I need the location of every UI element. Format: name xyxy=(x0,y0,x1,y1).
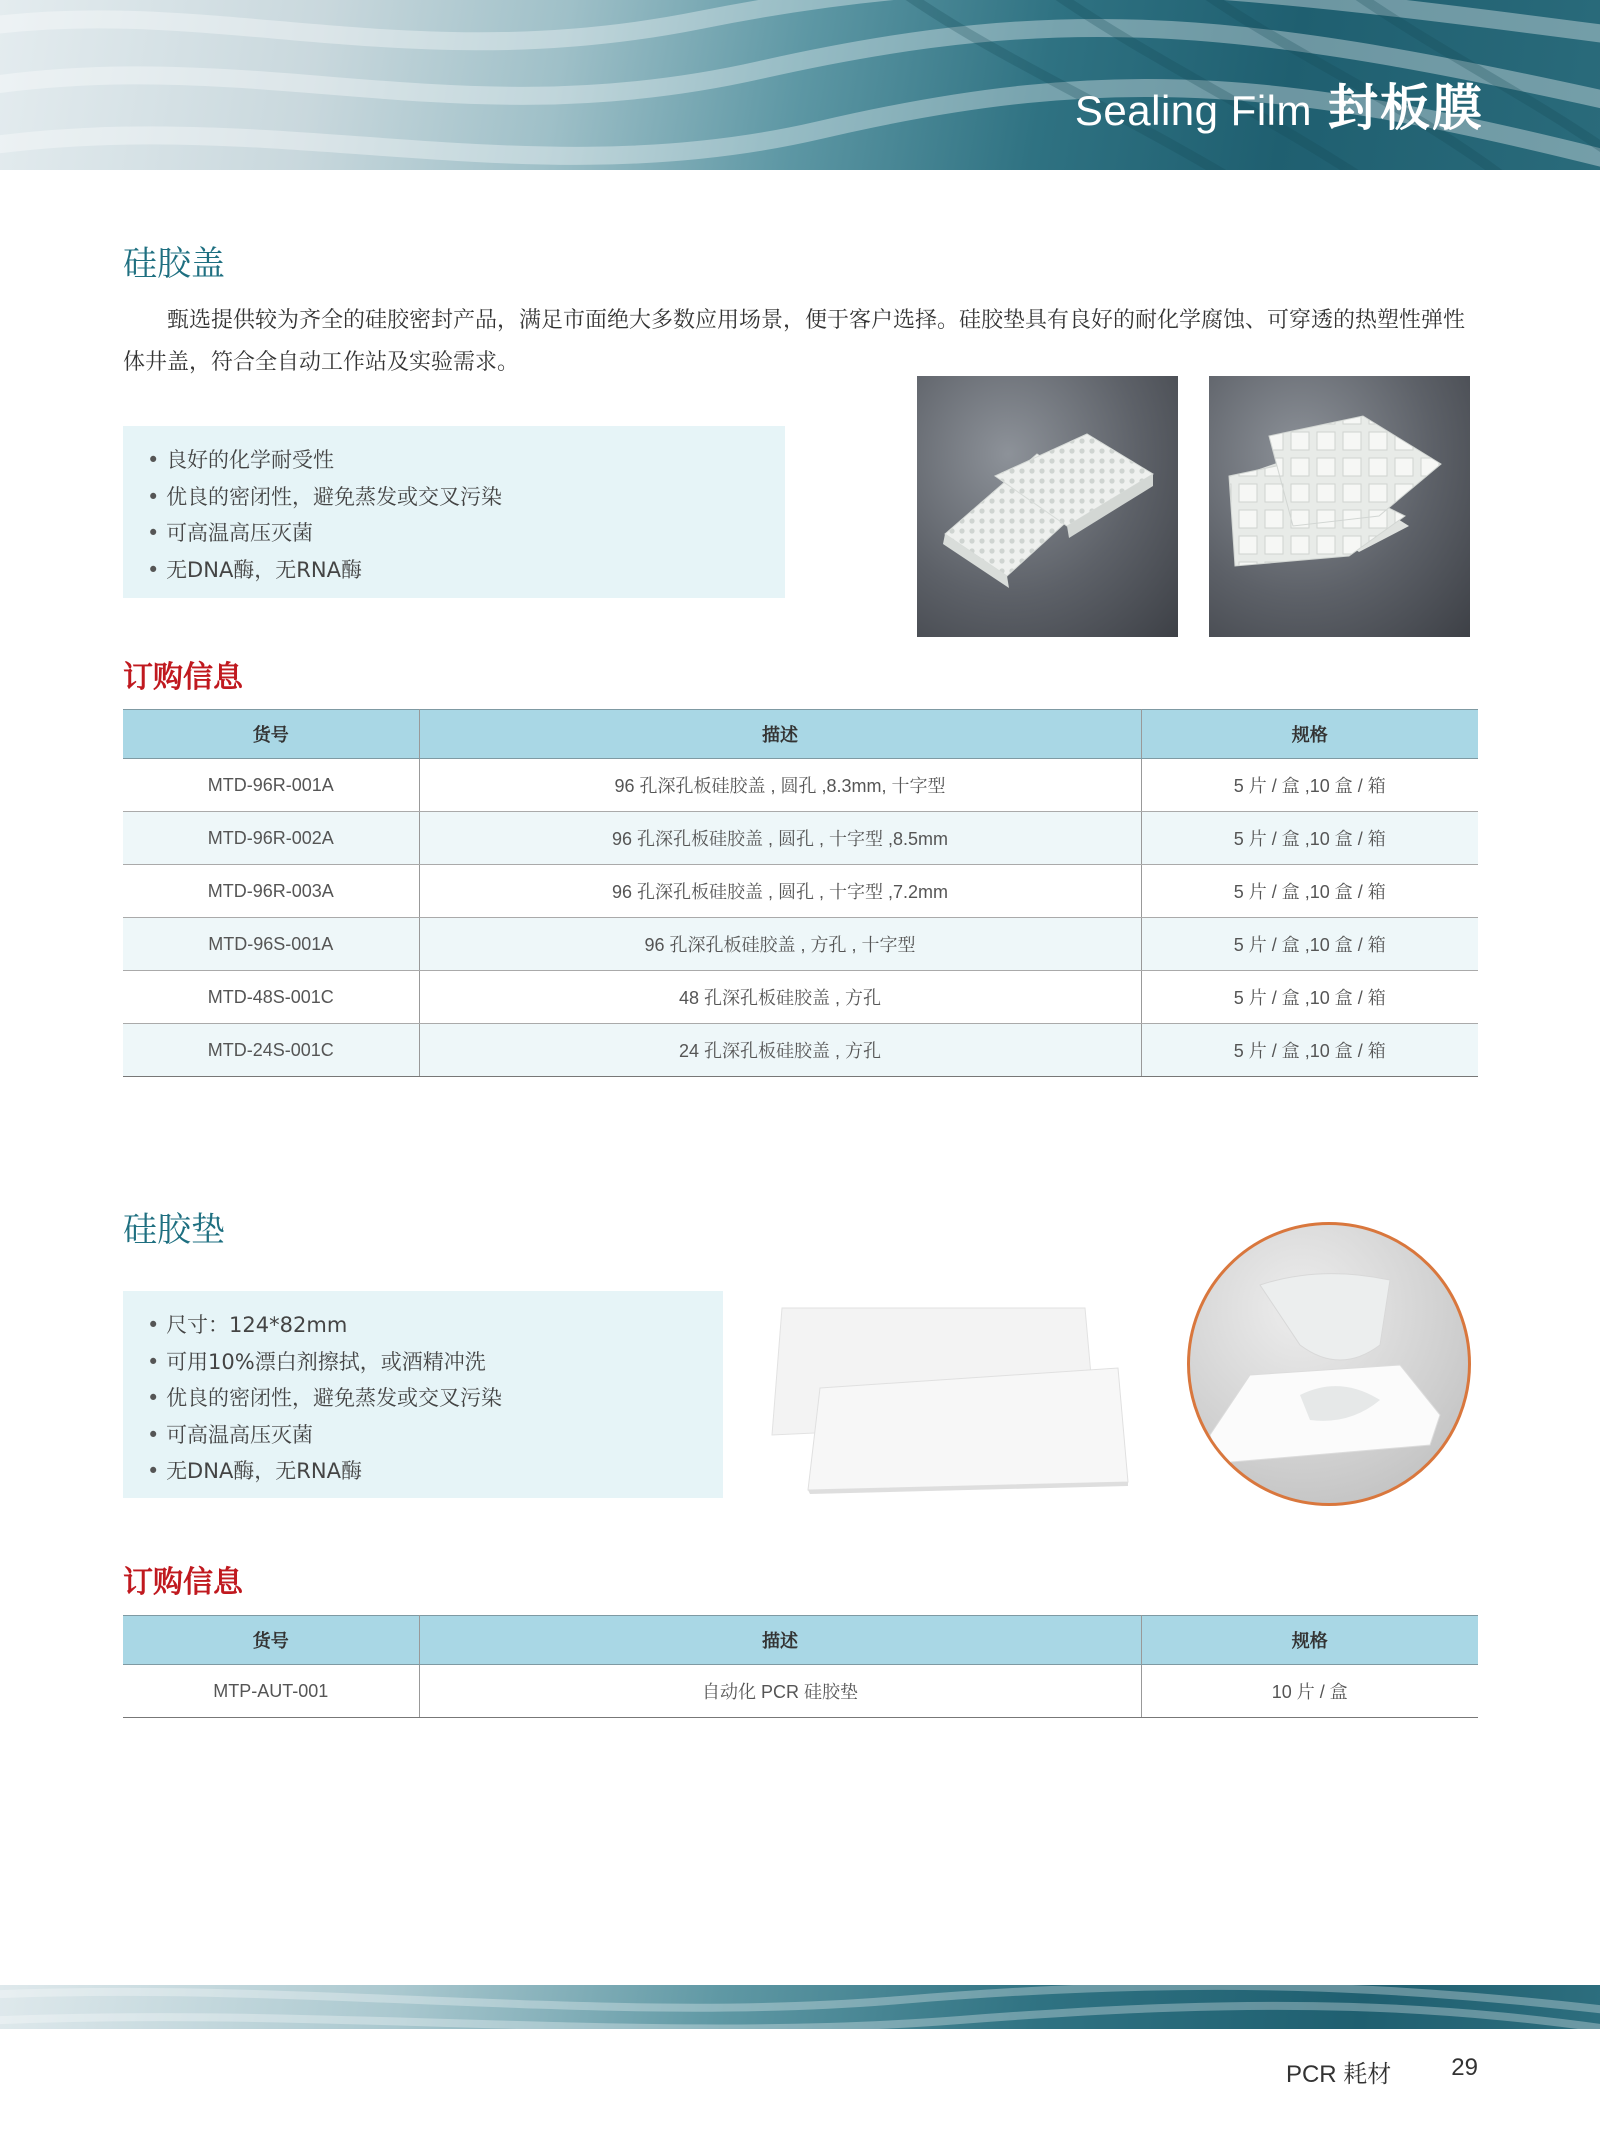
cell-sku: MTD-96R-001A xyxy=(123,759,419,812)
product-photo-24-well-cap xyxy=(1209,376,1470,637)
order-table-silicone-mat xyxy=(123,1615,1478,1718)
cell-spec: 5 片 / 盒 ,10 盒 / 箱 xyxy=(1141,759,1478,812)
product-photo-mat-detail-circle xyxy=(1187,1222,1471,1506)
banner-title-cn: 封板膜 xyxy=(1328,79,1484,137)
cell-spec: 5 片 / 盒 ,10 盒 / 箱 xyxy=(1141,918,1478,971)
banner-title xyxy=(1075,68,1484,140)
cell-description: 48 孔深孔板硅胶盖 , 方孔 xyxy=(419,971,1141,1024)
feature-list-silicone-cap xyxy=(123,426,785,598)
footer-banner xyxy=(0,1985,1600,2029)
footer-label: PCR 耗材 xyxy=(1285,2061,1392,2088)
feature-item: • 优良的密闭性，避免蒸发或交叉污染 xyxy=(147,479,785,516)
column-header-sku: 货号 xyxy=(123,710,419,759)
feature-item: • 可高温高压灭菌 xyxy=(147,1417,723,1454)
header-banner xyxy=(0,0,1600,170)
cell-description: 自动化 PCR 硅胶垫 xyxy=(419,1665,1141,1718)
cell-spec: 5 片 / 盒 ,10 盒 / 箱 xyxy=(1141,812,1478,865)
cell-description: 96 孔深孔板硅胶盖 , 圆孔 , 十字型 ,7.2mm xyxy=(419,865,1141,918)
cell-spec: 5 片 / 盒 ,10 盒 / 箱 xyxy=(1141,865,1478,918)
cell-sku: MTD-96R-002A xyxy=(123,812,419,865)
table-row xyxy=(123,759,1478,812)
column-header-description: 描述 xyxy=(419,1616,1141,1665)
order-info-heading-2: 订购信息 xyxy=(123,1565,243,1600)
feature-item: • 优良的密闭性，避免蒸发或交叉污染 xyxy=(147,1380,723,1417)
cell-sku: MTD-24S-001C xyxy=(123,1024,419,1077)
feature-item: • 良好的化学耐受性 xyxy=(147,442,785,479)
page-number: 29 xyxy=(1451,2054,1478,2081)
section-intro: 甄选提供较为齐全的硅胶密封产品，满足市面绝大多数应用场景，便于客户选择。硅胶垫具有良好的耐化学腐蚀、可穿透的热塑性弹性体井盖，符合全自动工作站及实验需求。 xyxy=(123,308,1466,375)
table-row xyxy=(123,971,1478,1024)
table-row xyxy=(123,865,1478,918)
footer-waves xyxy=(0,1985,1600,2029)
product-photo-96-well-cap xyxy=(917,376,1178,637)
product-photo-silicone-mats xyxy=(760,1300,1180,1495)
cell-spec: 5 片 / 盒 ,10 盒 / 箱 xyxy=(1141,1024,1478,1077)
column-header-sku: 货号 xyxy=(123,1616,419,1665)
feature-item: • 可用10%漂白剂擦拭，或酒精冲洗 xyxy=(147,1344,723,1381)
cell-description: 96 孔深孔板硅胶盖 , 圆孔 ,8.3mm, 十字型 xyxy=(419,759,1141,812)
table-header-row xyxy=(123,1616,1478,1665)
cell-description: 24 孔深孔板硅胶盖 , 方孔 xyxy=(419,1024,1141,1077)
cell-sku: MTD-48S-001C xyxy=(123,971,419,1024)
cell-sku: MTD-96R-003A xyxy=(123,865,419,918)
feature-item: • 尺寸：124*82mm xyxy=(147,1307,723,1344)
cell-sku: MTD-96S-001A xyxy=(123,918,419,971)
table-row xyxy=(123,812,1478,865)
feature-item: • 无DNA酶，无RNA酶 xyxy=(147,552,785,589)
feature-list-silicone-mat xyxy=(123,1291,723,1498)
cell-spec: 5 片 / 盒 ,10 盒 / 箱 xyxy=(1141,971,1478,1024)
column-header-spec: 规格 xyxy=(1141,1616,1478,1665)
section-heading-silicone-cap: 硅胶盖 xyxy=(123,244,225,284)
feature-item: • 无DNA酶，无RNA酶 xyxy=(147,1453,723,1490)
cell-description: 96 孔深孔板硅胶盖 , 圆孔 , 十字型 ,8.5mm xyxy=(419,812,1141,865)
order-table-silicone-cap xyxy=(123,709,1478,1077)
cell-description: 96 孔深孔板硅胶盖 , 方孔 , 十字型 xyxy=(419,918,1141,971)
cell-sku: MTP-AUT-001 xyxy=(123,1665,419,1718)
table-row xyxy=(123,918,1478,971)
table-row xyxy=(123,1665,1478,1718)
column-header-spec: 规格 xyxy=(1141,710,1478,759)
column-header-description: 描述 xyxy=(419,710,1141,759)
feature-item: • 可高温高压灭菌 xyxy=(147,515,785,552)
section-heading-silicone-mat: 硅胶垫 xyxy=(123,1210,225,1250)
footer xyxy=(1286,2054,1478,2089)
banner-title-en: Sealing Film xyxy=(1074,87,1312,134)
table-row xyxy=(123,1024,1478,1077)
order-info-heading-1: 订购信息 xyxy=(123,660,243,695)
cell-spec: 10 片 / 盒 xyxy=(1141,1665,1478,1718)
table-header-row xyxy=(123,710,1478,759)
